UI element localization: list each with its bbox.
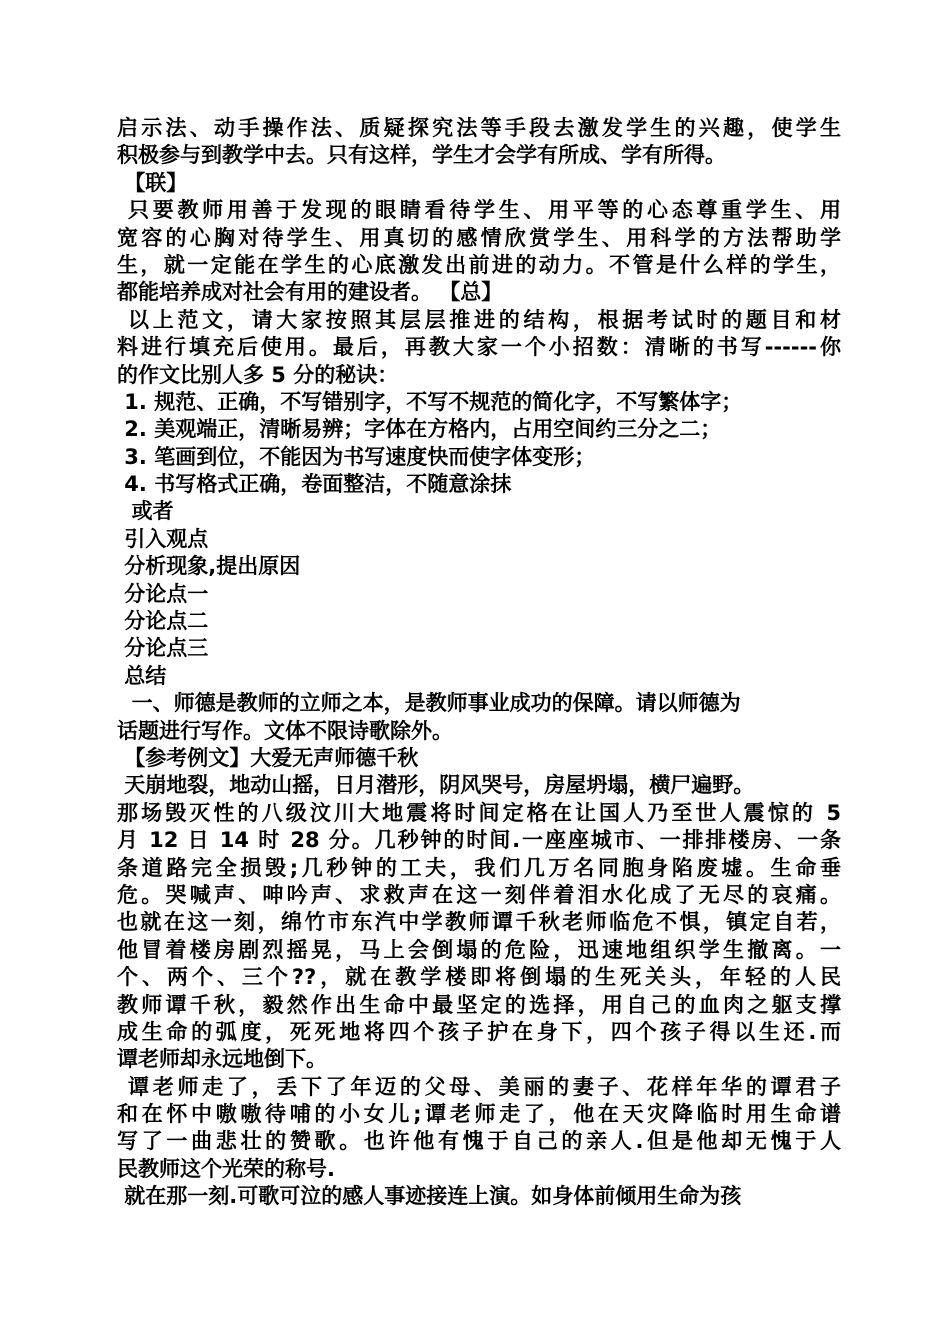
- text-line: 2. 美观端正，清晰易辨；字体在方格内，占用空间约三分之二；: [117, 417, 722, 442]
- document-page: [117, 115, 841, 1211]
- text-line: 月 12 日 14 时 28 分。几秒钟的时间.一座座城市、一排排楼房、一条: [117, 828, 841, 853]
- text-line: 教师谭千秋，毅然作出生命中最坚定的选择，用自己的血肉之躯支撑: [117, 992, 841, 1017]
- text-line: 写了一曲悲壮的赞歌。也许他有愧于自己的亲人.但是他却无愧于人: [117, 1129, 841, 1154]
- text-line: 一、师德是教师的立师之本，是教师事业成功的保障。请以师德为: [117, 691, 741, 716]
- text-line: 的作文比别人多 5 分的秘诀：: [117, 362, 399, 387]
- text-line: 启示法、动手操作法、质疑探究法等手段去激发学生的兴趣，使学生: [117, 116, 841, 140]
- text-line: 4. 书写格式正确，卷面整洁，不随意涂抹: [117, 472, 512, 497]
- text-line: 引入观点: [117, 526, 209, 551]
- text-line: 料进行填充后使用。最后，再教大家一个小招数：清晰的书写------你: [117, 335, 841, 360]
- text-line: 危。哭喊声、呻吟声、求救声在这一刻伴着泪水化成了无尽的哀痛。: [117, 882, 841, 907]
- text-line: 3. 笔画到位，不能因为书写速度快而使字体变形；: [117, 444, 596, 469]
- text-line: 和在怀中嗷嗷待哺的小女儿;谭老师走了，他在天灾降临时用生命谱: [117, 1102, 841, 1127]
- text-line: 就在那一刻.可歌可泣的感人事迹接连上演。如身体前倾用生命为孩: [117, 1184, 742, 1209]
- text-line: 成生命的弧度，死死地将四个孩子护在身下，四个孩子得以生还.而: [117, 1019, 841, 1044]
- text-line: 1. 规范、正确，不写错别字，不写不规范的简化字，不写繁体字；: [117, 389, 743, 414]
- text-line: 分论点二: [117, 609, 209, 634]
- text-line: 谭老师却永远地倒下。: [117, 1047, 327, 1072]
- text-line: 【参考例文】大爱无声师德千秋: [117, 745, 419, 770]
- text-line: 宽容的心胸对待学生、用真切的感情欣赏学生、用科学的方法帮助学: [117, 225, 841, 250]
- text-line: 总结: [117, 663, 167, 688]
- text-line: 或者: [117, 499, 174, 524]
- text-line: 天崩地裂，地动山摇，日月潜形，阴风哭号，房屋坍塌，横尸遍野。: [117, 773, 755, 798]
- text-line: 个、两个、三个??，就在教学楼即将倒塌的生死关头，年轻的人民: [117, 965, 841, 990]
- text-line: 民教师这个光荣的称号.: [117, 1156, 335, 1181]
- text-line: 积极参与到教学中去。只有这样，学生才会学有所成、学有所得。: [117, 143, 726, 168]
- text-line: 谭老师走了，丢下了年迈的父母、美丽的妻子、花样年华的谭君子: [117, 1074, 841, 1099]
- text-line: 分析现象,提出原因: [117, 554, 301, 579]
- text-line: 以上范文，请大家按照其层层推进的结构，根据考试时的题目和材: [117, 307, 841, 332]
- text-line: 也就在这一刻，绵竹市东汽中学教师谭千秋老师临危不惧，镇定自若，: [117, 910, 841, 935]
- text-line: 生，就一定能在学生的心底激发出前进的动力。不管是什么样的学生，: [117, 252, 841, 277]
- text-line: 只要教师用善于发现的眼睛看待学生、用平等的心态尊重学生、用: [117, 198, 841, 223]
- text-line: 【联】: [117, 170, 188, 195]
- text-line: 分论点一: [117, 581, 209, 606]
- text-line: 他冒着楼房剧烈摇晃，马上会倒塌的危险，迅速地组织学生撤离。一: [117, 937, 841, 962]
- text-line: 话题进行写作。文体不限诗歌除外。: [117, 718, 453, 743]
- text-line: 分论点三: [117, 636, 209, 661]
- text-line: 条道路完全损毁;几秒钟的工夫，我们几万名同胞身陷废墟。生命垂: [117, 855, 841, 880]
- text-line: 都能培养成对社会有用的建设者。 【总】: [117, 280, 503, 305]
- text-line: 那场毁灭性的八级汶川大地震将时间定格在让国人乃至世人震惊的 5: [117, 800, 841, 825]
